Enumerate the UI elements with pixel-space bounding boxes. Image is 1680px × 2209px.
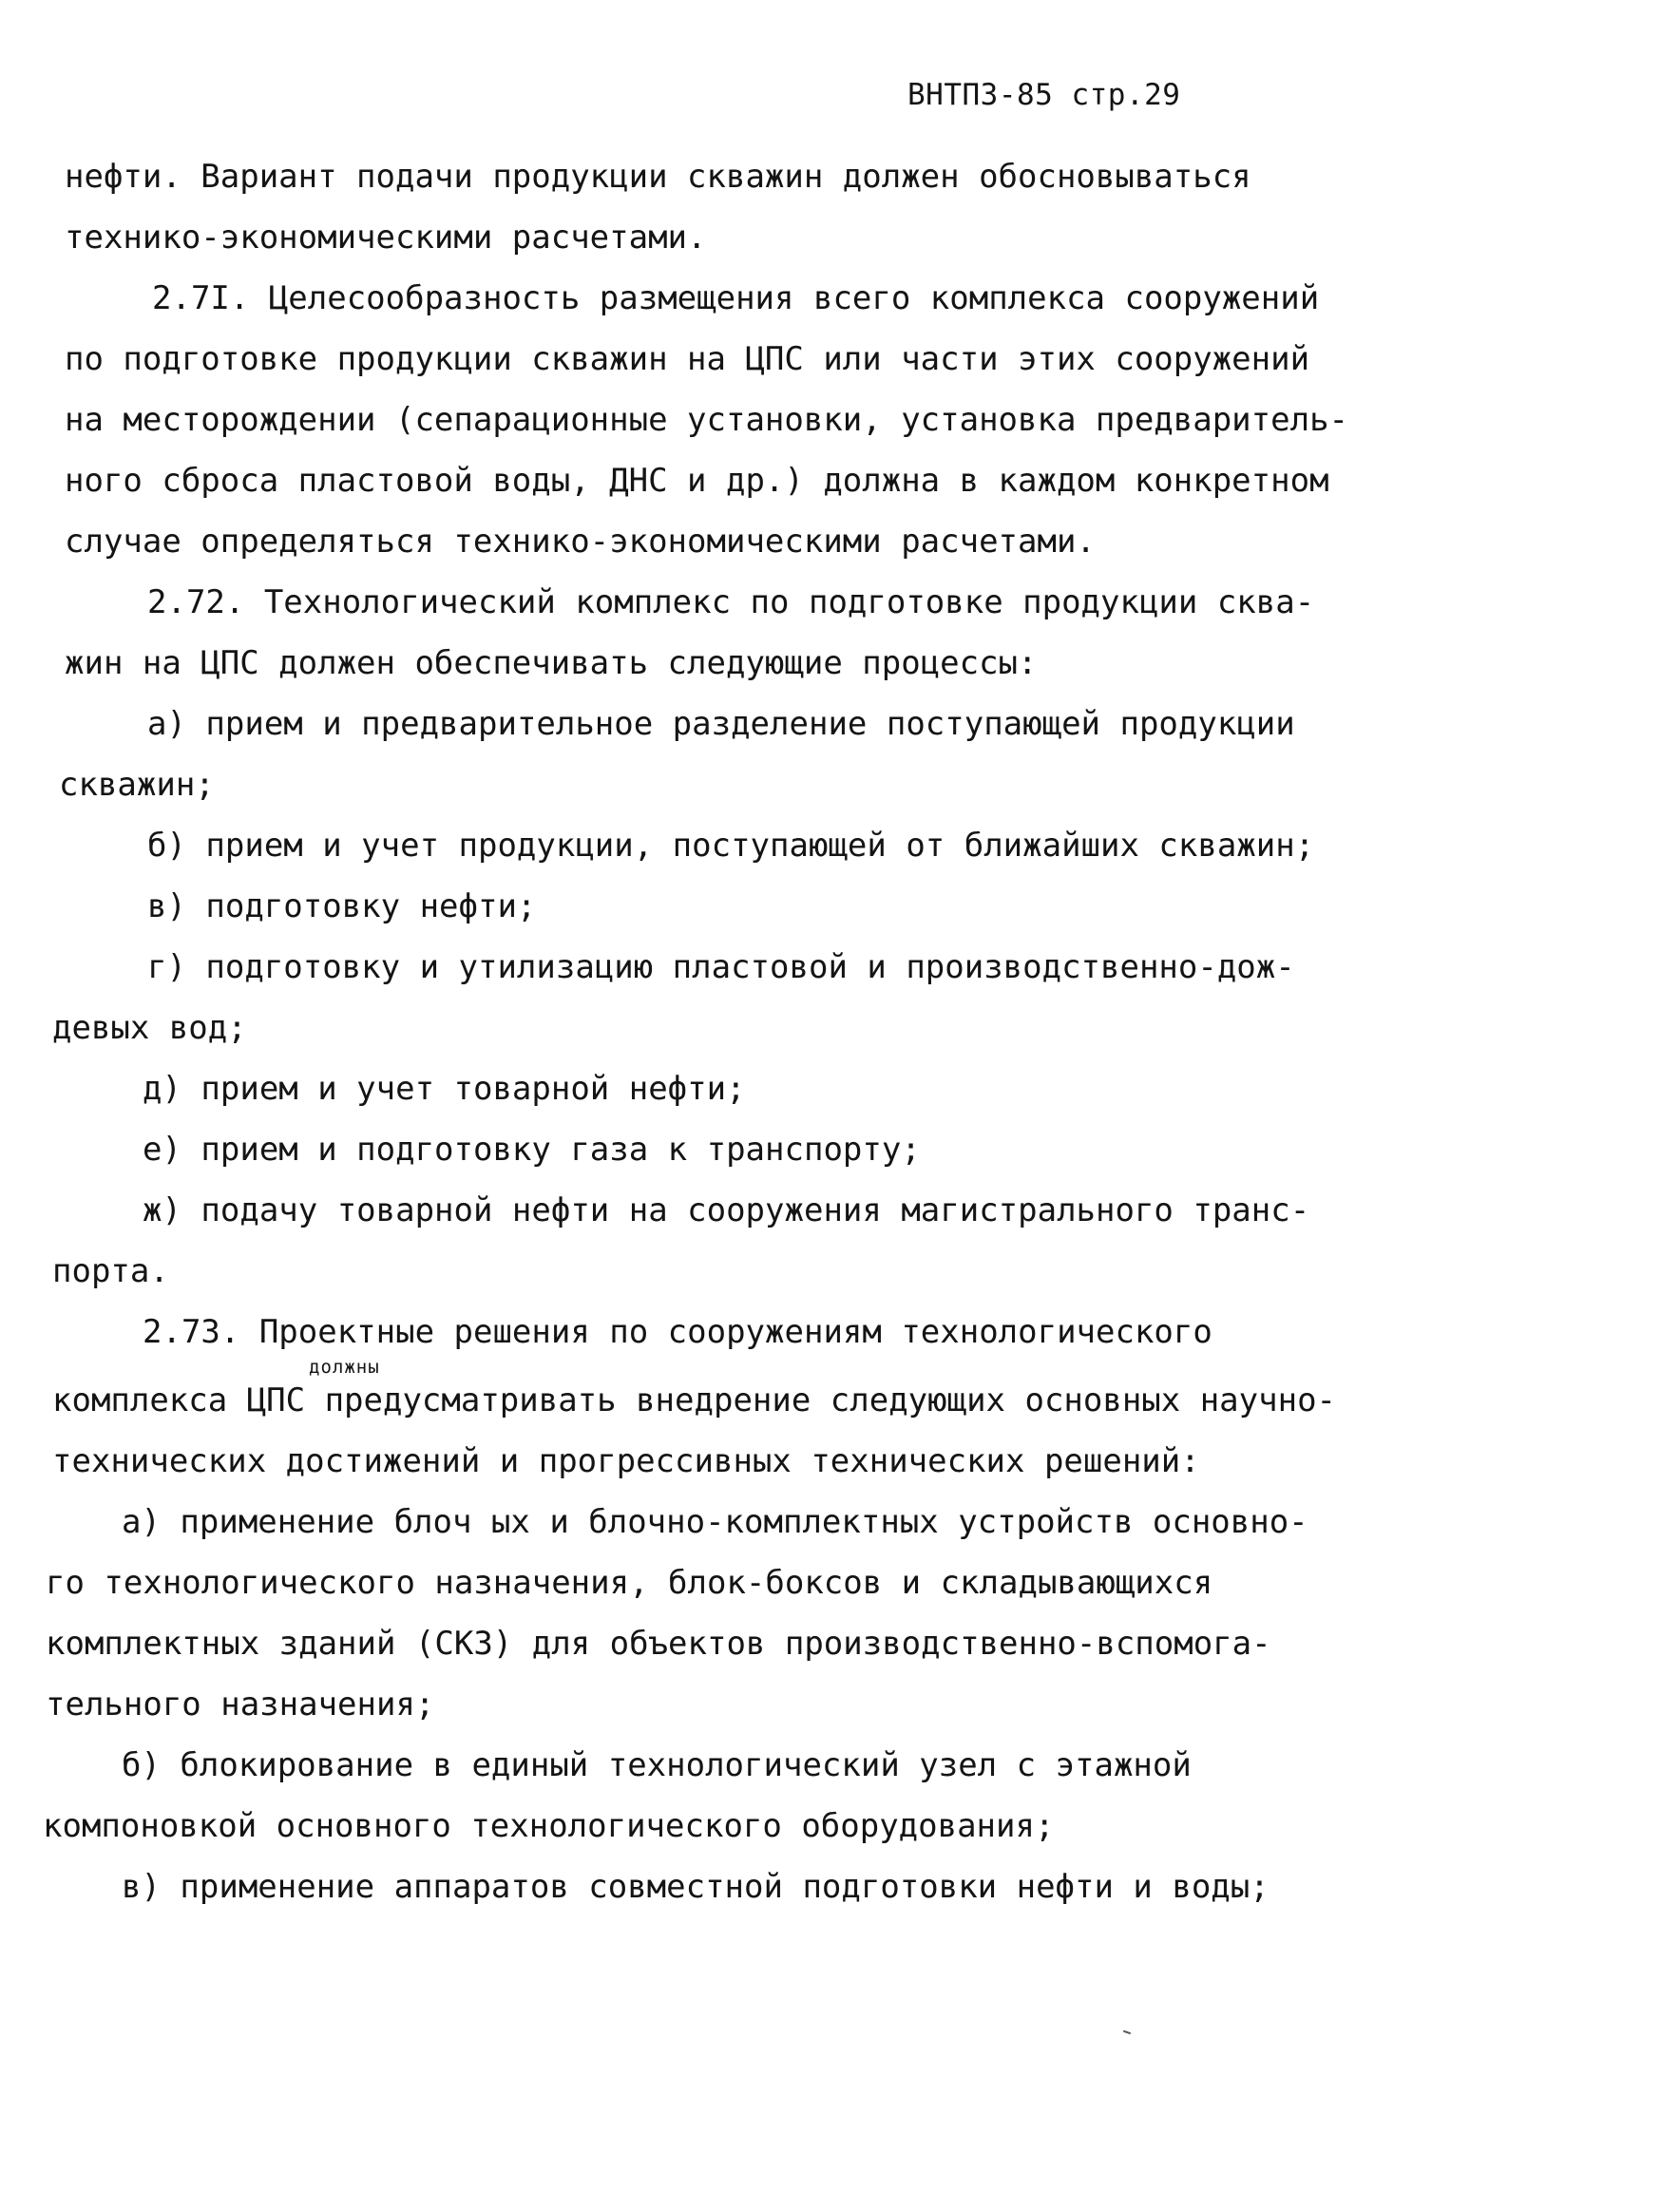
- body-line: комплекса ЦПС предусматривать внедрение следующих основных научно-: [52, 1381, 1337, 1419]
- body-line: девых вод;: [52, 1009, 247, 1047]
- list-item-b: б) прием и учет продукции, поступающей от ближайших скважин;: [147, 827, 1315, 865]
- body-line: технико-экономическими расчетами.: [65, 219, 707, 257]
- list-item-g: г) подготовку и утилизацию пластовой и производственно-дож-: [147, 948, 1295, 986]
- list-item-a-2: а) применение блоч ых и блочно-комплектных устройств основно-: [122, 1503, 1308, 1541]
- body-line: нефти. Вариант подачи продукции скважин должен обосновываться: [65, 158, 1251, 196]
- list-item-a: а) прием и предварительное разделение поступающей продукции: [147, 705, 1295, 743]
- list-item-b-2: б) блокирование в единый технологический узел с этажной: [122, 1746, 1192, 1784]
- body-line: на месторождении (сепарационные установки, установка предваритель-: [65, 401, 1349, 439]
- body-line: случае определяться технико-экономическими расчетами.: [65, 523, 1096, 561]
- paragraph-2-72-start: 2.72. Технологический комплекс по подготовке продукции сква-: [147, 583, 1315, 621]
- page-header-doc-ref: ВНТП3-85 стр.29: [907, 78, 1181, 112]
- body-line: жин на ЦПС должен обеспечивать следующие процессы:: [65, 644, 1038, 682]
- body-line: го технологического назначения, блок-боксов и складывающихся: [46, 1564, 1213, 1602]
- paragraph-2-73-start: 2.73. Проектные решения по сооружениям технологического: [143, 1313, 1212, 1351]
- body-line: технических достижений и прогрессивных технических решений:: [52, 1442, 1200, 1480]
- handwritten-insert: должны: [309, 1357, 380, 1378]
- list-item-v: в) подготовку нефти;: [147, 887, 537, 925]
- body-line: по подготовке продукции скважин на ЦПС или части этих сооружений: [65, 340, 1310, 378]
- scan-mark: [1123, 2030, 1131, 2035]
- list-item-zh: ж) подачу товарной нефти на сооружения магистрального транс-: [143, 1191, 1310, 1229]
- list-item-v-2: в) применение аппаратов совместной подготовки нефти и воды;: [122, 1868, 1270, 1906]
- body-line: комплектных зданий (СКЗ) для объектов производственно-вспомога-: [46, 1625, 1271, 1663]
- body-line: тельного назначения;: [46, 1685, 435, 1723]
- paragraph-2-71-start: 2.7I. Целесообразность размещения всего комплекса сооружений: [152, 279, 1320, 317]
- body-line: скважин;: [59, 766, 215, 804]
- body-line: компоновкой основного технологического оборудования;: [43, 1807, 1055, 1845]
- list-item-d: д) прием и учет товарной нефти;: [143, 1070, 746, 1108]
- body-line: порта.: [52, 1252, 169, 1290]
- list-item-e: е) прием и подготовку газа к транспорту;: [143, 1131, 921, 1169]
- body-line: ного сброса пластовой воды, ДНС и др.) должна в каждом конкретном: [65, 462, 1329, 500]
